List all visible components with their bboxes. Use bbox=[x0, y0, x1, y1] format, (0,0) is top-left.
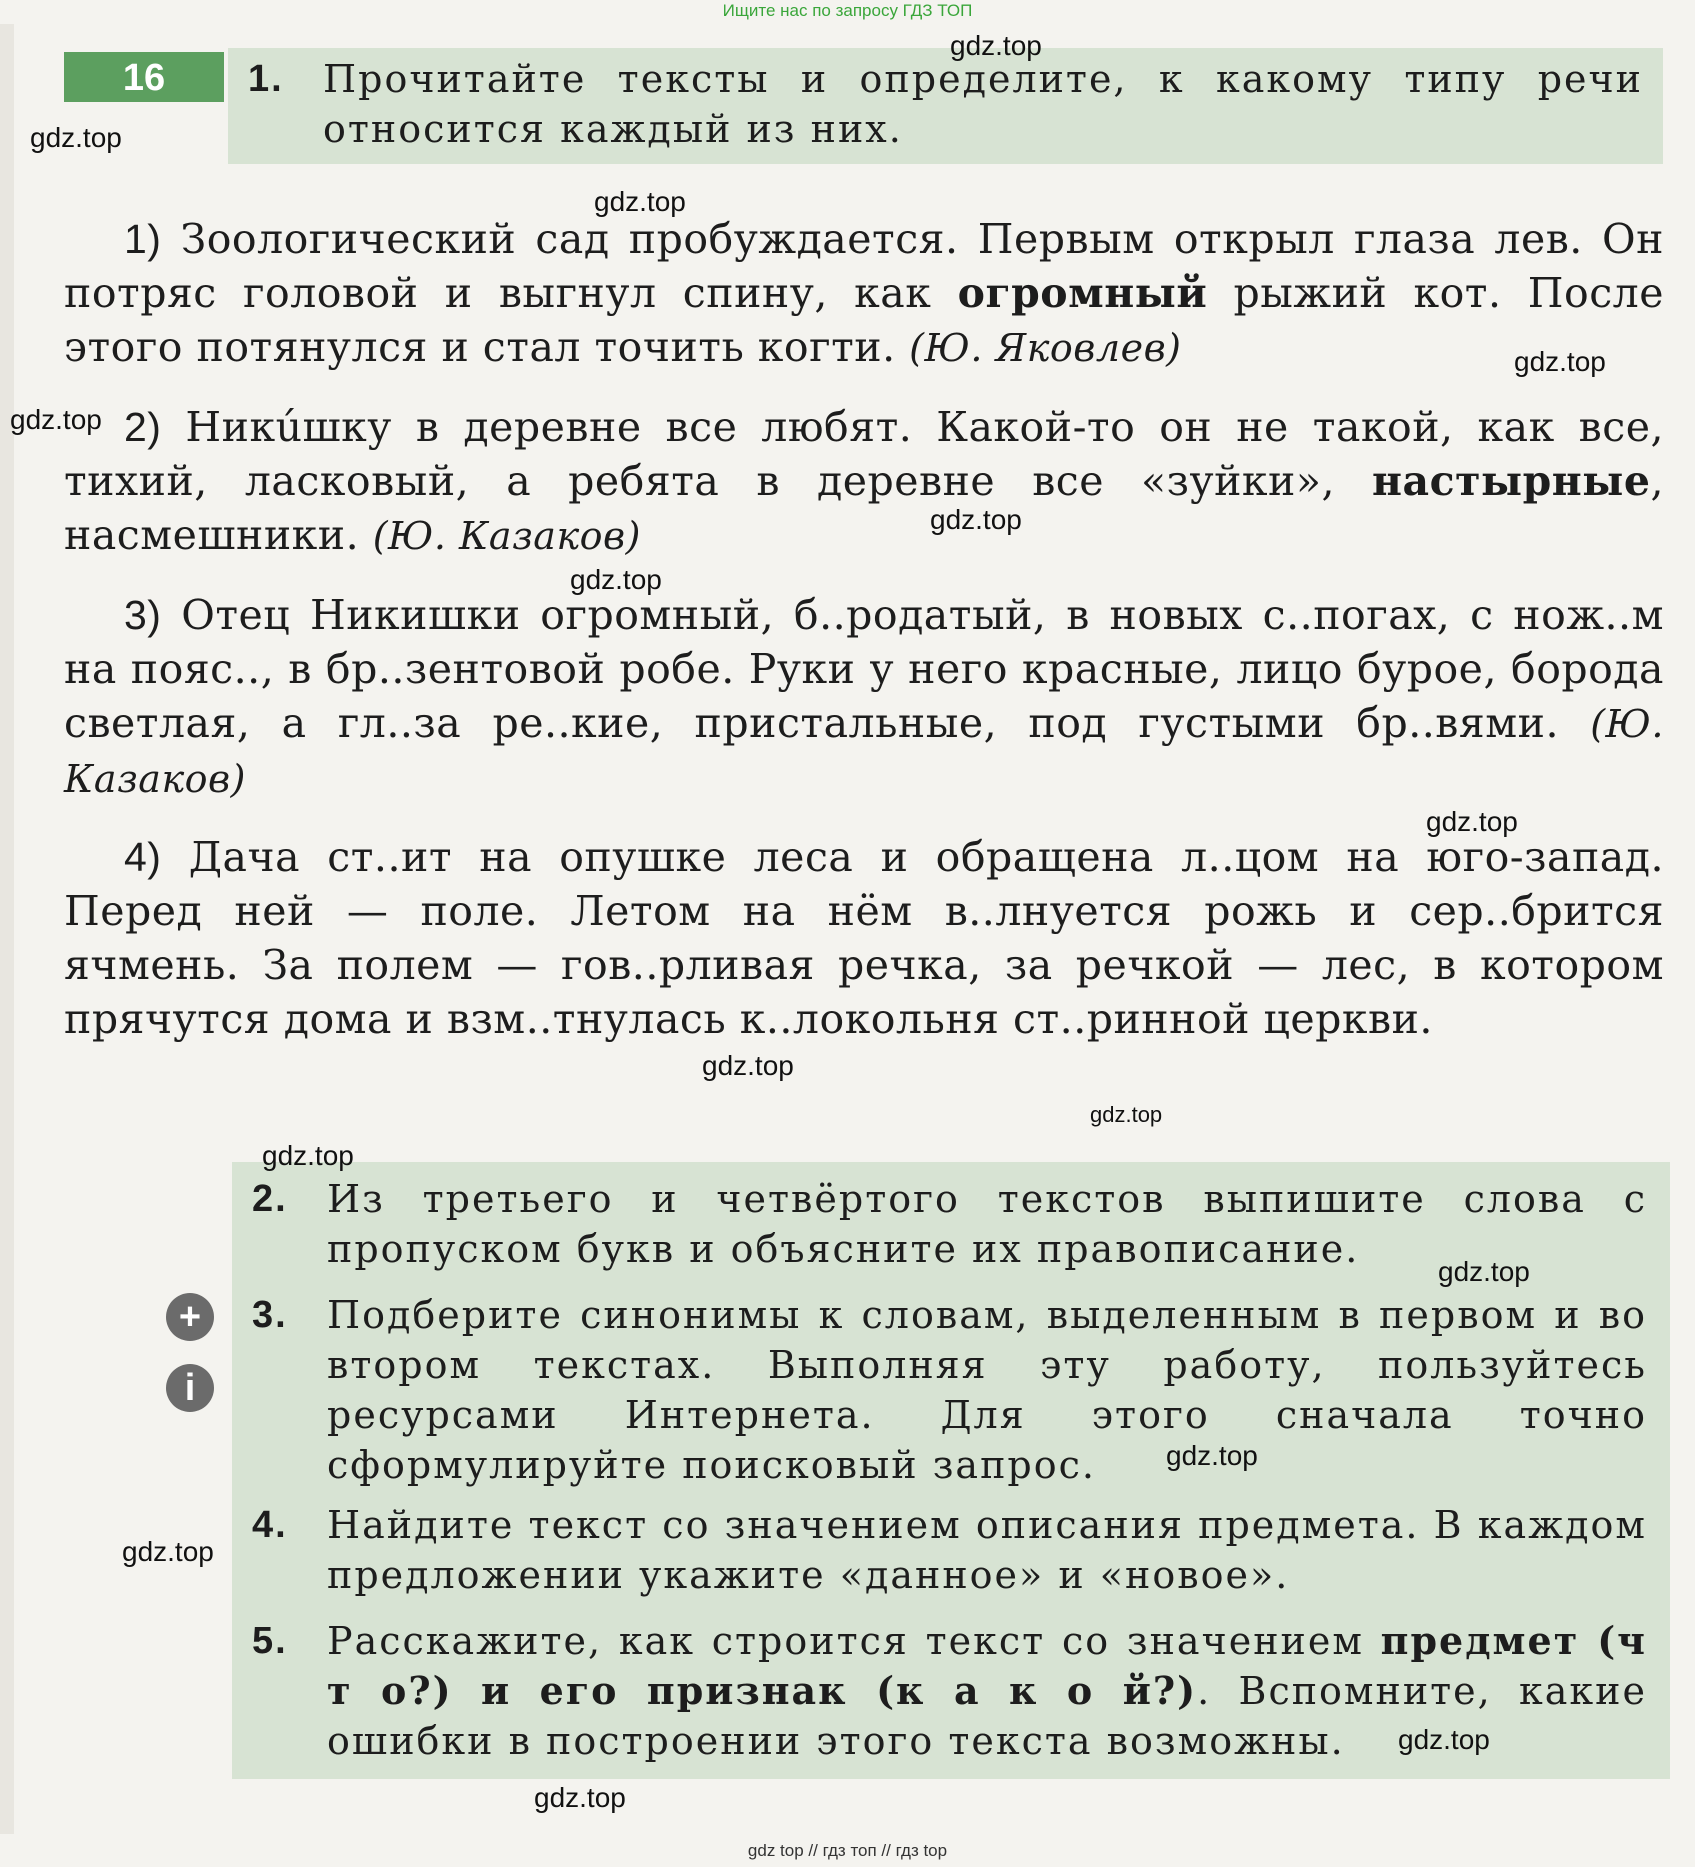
text-1-bold-word: огромный bbox=[957, 269, 1208, 317]
text-3 bbox=[64, 588, 1664, 806]
text-1-part1: Зоологический сад пробуждается. Первым открыл глаза лев. Он потряс головой и выгнул спину, как bbox=[64, 215, 1664, 317]
exercise-number: 16 bbox=[64, 52, 224, 102]
text-2-part2: , насмешники. bbox=[64, 457, 1664, 559]
task1-number: 1. bbox=[248, 58, 284, 100]
watermark: gdz.top bbox=[950, 30, 1042, 61]
task4-text: Найдите текст со значением описания предмета. В каждом предложении укажите «данное» и «новое». bbox=[327, 1503, 1647, 1597]
top-banner[interactable]: Ищите нас по запросу ГДЗ ТОП bbox=[722, 1, 973, 20]
watermark: gdz.top bbox=[930, 504, 1022, 535]
task3-number: 3. bbox=[252, 1294, 288, 1336]
text-1-author: (Ю. Яковлев) bbox=[909, 326, 1182, 370]
watermark: gdz.top bbox=[122, 1536, 214, 1567]
task1-box bbox=[228, 48, 1663, 164]
task2-number: 2. bbox=[252, 1178, 288, 1220]
text-2-author: (Ю. Казаков) bbox=[372, 514, 641, 558]
task2-text: Из третьего и четвёртого текстов выпишите слова с пропуском букв и объясните их правописание. bbox=[327, 1177, 1647, 1271]
text-4 bbox=[64, 830, 1664, 1046]
text-2 bbox=[64, 400, 1664, 563]
task3 bbox=[252, 1290, 1647, 1490]
task5-part2: . Вспомните, какие ошибки в построении этого текста возможны. bbox=[327, 1669, 1648, 1763]
text-1 bbox=[64, 212, 1664, 375]
task1-text: Прочитайте тексты и определите, к какому типу речи относится каждый из них. bbox=[323, 57, 1643, 151]
text-4-body: Дача ст..ит на опушке леса и обращена л..цом на юго-запад. Перед ней — поле. Летом на нём в..лнуется рожь и сер..брится ячмень. За полем — гов..рливая речка, за речкой — лес, в котором прячутся дома и взм..тнулась к..локольня ст..ринной церкви. bbox=[64, 833, 1664, 1043]
task1 bbox=[248, 54, 1643, 154]
page-edge bbox=[0, 24, 14, 1834]
text-2-part1: Никúшку в деревне все любят. Какой-то он не такой, как все, тихий, ласковый, а ребята в деревне все «зуйки», bbox=[64, 403, 1664, 505]
watermark: gdz.top bbox=[1426, 806, 1518, 837]
task4-number: 4. bbox=[252, 1504, 288, 1546]
watermark: gdz.top bbox=[594, 186, 686, 217]
watermark: gdz.top bbox=[30, 122, 122, 153]
text-4-number: 4) bbox=[124, 834, 162, 880]
watermark: gdz.top bbox=[702, 1050, 794, 1081]
task5-part1: Расскажите, как строится текст со значением bbox=[327, 1619, 1381, 1663]
watermark: gdz.top bbox=[10, 404, 102, 435]
task3-text: Подберите синонимы к словам, выделенным в первом и во втором текстах. Выполняя эту работу, пользуйтесь ресурсами Интернета. Для этого сначала точно сформулируйте поисковый запрос. bbox=[327, 1293, 1647, 1487]
task5-bold: предмет (ч т о?) и его признак (к а к о й?) bbox=[327, 1618, 1647, 1713]
watermark: gdz.top bbox=[1438, 1256, 1530, 1287]
text-3-number: 3) bbox=[124, 592, 162, 638]
watermark: gdz.top bbox=[1166, 1440, 1258, 1471]
task5-number: 5. bbox=[252, 1620, 288, 1662]
watermark: gdz.top bbox=[1090, 1102, 1163, 1127]
watermark: gdz.top bbox=[262, 1140, 354, 1171]
bottom-banner[interactable]: gdz top // гдз топ // гдз top bbox=[747, 1841, 948, 1860]
text-3-body: Отец Никишки огромный, б..родатый, в новых с..погах, с нож..м на пояс.., в бр..зентовой робе. Руки у него красные, лицо бурое, борода светлая, а гл..за ре..кие, пристальные, под густыми бр..вями. bbox=[64, 591, 1664, 747]
text-1-part2: рыжий кот. После этого потянулся и стал точить когти. bbox=[64, 269, 1664, 371]
watermark: gdz.top bbox=[534, 1782, 626, 1813]
text-2-bold-word: настырные bbox=[1372, 457, 1651, 505]
info-icon: i bbox=[166, 1364, 214, 1412]
tasks-box bbox=[232, 1162, 1670, 1779]
plus-icon: + bbox=[166, 1293, 214, 1341]
watermark: gdz.top bbox=[1398, 1724, 1490, 1755]
task4 bbox=[252, 1500, 1647, 1600]
text-3-author: (Ю. Казаков) bbox=[64, 702, 1664, 801]
text-2-number: 2) bbox=[124, 404, 162, 450]
watermark: gdz.top bbox=[570, 564, 662, 595]
text-1-number: 1) bbox=[124, 216, 162, 262]
watermark: gdz.top bbox=[1514, 346, 1606, 377]
